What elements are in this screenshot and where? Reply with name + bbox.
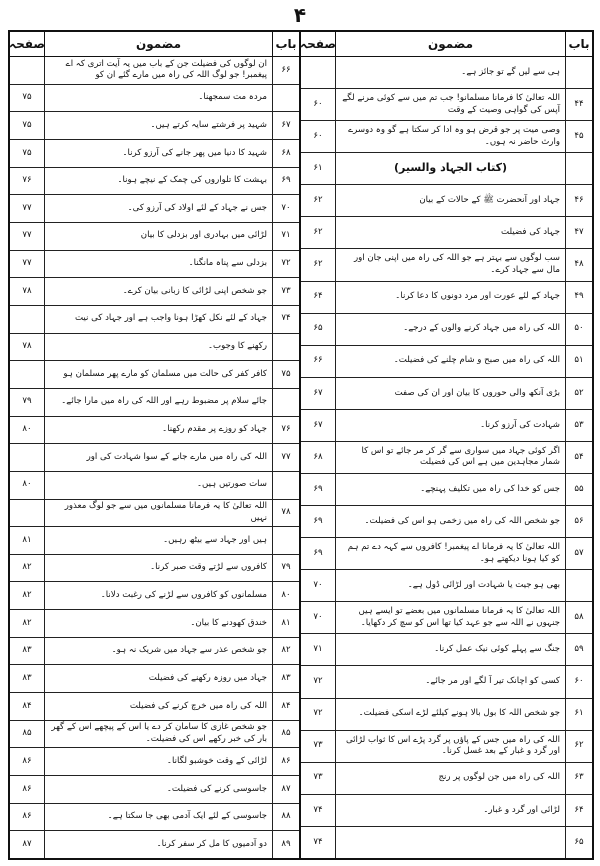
header-chapter: باب bbox=[275, 37, 297, 51]
toc-page-number: ۸۳ bbox=[10, 665, 45, 692]
toc-row bbox=[301, 634, 592, 666]
toc-entry-title: ہی سے لیں گے تو جائز ہے۔ bbox=[336, 57, 566, 88]
toc-page-number: ۶۴ bbox=[301, 282, 336, 313]
toc-row bbox=[301, 795, 592, 827]
toc-page-number: ۸۶ bbox=[10, 804, 45, 831]
toc-page-number: ۶۲ bbox=[301, 249, 336, 280]
toc-row bbox=[10, 721, 299, 749]
toc-entry-title: جاسوسی کے لئے ایک آدمی بھی جا سکتا ہے۔ bbox=[45, 804, 273, 831]
toc-entry-title: رکھنے کا وجوب۔ bbox=[45, 334, 273, 361]
toc-row bbox=[301, 57, 592, 89]
toc-entry-title: ہیں اور جہاد سے بیٹھ رہیں۔ bbox=[45, 527, 273, 554]
toc-row bbox=[10, 112, 299, 140]
toc-entry-title: سب لوگوں سے بہتر ہے جو اللہ کی راہ میں اپنی جان اور مال سے جہاد کرے۔ bbox=[336, 249, 566, 280]
toc-entry-title: اللہ کی راہ میں صبح و شام چلنے کی فضیلت۔ bbox=[336, 346, 566, 377]
toc-page-number: ۷۰ bbox=[301, 570, 336, 601]
toc-entry-title: جہاد میں روزہ رکھنے کی فضیلت bbox=[45, 665, 273, 692]
toc-page-number bbox=[10, 57, 45, 84]
toc-chapter-number: ۶۴ bbox=[574, 804, 584, 815]
toc-row bbox=[301, 827, 592, 858]
toc-row bbox=[301, 442, 592, 474]
toc-entry-title: جو شخص اپنی لڑائی کا زبانی بیان کرے۔ bbox=[45, 278, 273, 305]
toc-entry-title: مردہ مت سمجھنا۔ bbox=[45, 85, 273, 112]
toc-page-number bbox=[10, 444, 45, 471]
toc-entry-title: لڑائی اور گرد و غبار۔ bbox=[336, 795, 566, 826]
toc-chapter-number: ۷۳ bbox=[281, 285, 291, 296]
header-chapter: باب bbox=[568, 37, 590, 51]
toc-row bbox=[10, 85, 299, 113]
header-page: صفحہ bbox=[301, 32, 336, 56]
toc-page-number: ۶۰ bbox=[301, 121, 336, 152]
toc-chapter-number: ۸۰ bbox=[281, 590, 291, 600]
toc-page-number: ۸۴ bbox=[10, 693, 45, 720]
toc-entry-title: شہادت کی آرزو کرنا۔ bbox=[336, 410, 566, 441]
toc-chapter-number: ۷۵ bbox=[281, 368, 291, 379]
toc-entry-title: بھی ہو جیت یا شہادت اور لڑائی ڈول ہے۔ bbox=[336, 570, 566, 601]
header-title: مضمون bbox=[45, 32, 273, 56]
toc-page-number: ۸۷ bbox=[10, 831, 45, 858]
toc-chapter-number bbox=[273, 334, 299, 361]
toc-entry-title: جس کو خدا کی راہ میں تکلیف پہنچے۔ bbox=[336, 474, 566, 505]
toc-chapter-number: ۵۸ bbox=[574, 612, 584, 623]
toc-page-number: ۷۴ bbox=[301, 795, 336, 826]
toc-page-number: ۷۷ bbox=[10, 251, 45, 278]
toc-row bbox=[10, 417, 299, 445]
toc-rows-right bbox=[301, 57, 592, 858]
toc-rows-left bbox=[10, 57, 299, 858]
toc-chapter-number: ۷۰ bbox=[281, 202, 291, 213]
toc-entry-title: دو آدمیوں کا مل کر سفر کرنا۔ bbox=[45, 831, 273, 858]
toc-row bbox=[301, 666, 592, 698]
toc-chapter-number: ۷۹ bbox=[281, 562, 291, 573]
toc-entry-title: جہاد کے لئے نکل کھڑا ہونا واجب ہے اور جہاد کی نیت bbox=[45, 306, 273, 333]
toc-chapter-number: ۷۸ bbox=[281, 507, 291, 518]
toc-row bbox=[10, 57, 299, 85]
toc-page-number bbox=[10, 500, 45, 527]
header-title: مضمون bbox=[336, 32, 566, 56]
toc-entry-title: اللہ کی راہ میں جس کے پاؤں پر گرد پڑے اس کا ثواب لڑائی اور گرد و غبار کے بعد غسل کرنا۔ bbox=[336, 731, 566, 762]
toc-page-number bbox=[10, 306, 45, 333]
toc-row bbox=[10, 223, 299, 251]
toc-chapter-number bbox=[566, 57, 592, 88]
toc-entry-title: جو شخص اللہ کا بول بالا ہونے کیلئے لڑے اسکی فضیلت۔ bbox=[336, 699, 566, 730]
toc-row bbox=[10, 831, 299, 858]
toc-row bbox=[301, 282, 592, 314]
section-heading-row bbox=[301, 153, 592, 185]
toc-row bbox=[10, 804, 299, 832]
toc-entry-title: لڑائی کے وقت خوشبو لگانا۔ bbox=[45, 748, 273, 775]
toc-page-number: ۷۵ bbox=[10, 140, 45, 167]
toc-page-number: ۷۲ bbox=[301, 699, 336, 730]
toc-page-number: ۶۷ bbox=[301, 378, 336, 409]
toc-chapter-number: ۴۴ bbox=[574, 98, 584, 109]
toc-chapter-number bbox=[273, 85, 299, 112]
toc-entry-title: اللہ کی راہ میں مارے جانے کے سوا شہادت کی اور bbox=[45, 444, 273, 471]
toc-entry-title: لڑائی میں بہادری اور بزدلی کا بیان bbox=[45, 223, 273, 250]
toc-row bbox=[301, 538, 592, 570]
toc-entry-title: کسی کو اچانک تیر آ لگے اور مر جائے۔ bbox=[336, 666, 566, 697]
toc-page-number: ۷۸ bbox=[10, 278, 45, 305]
toc-chapter-number: ۷۲ bbox=[281, 258, 291, 269]
toc-chapter-number: ۵۶ bbox=[574, 515, 584, 526]
toc-row bbox=[301, 602, 592, 634]
toc-chapter-number: ۷۱ bbox=[281, 230, 291, 241]
toc-header-right bbox=[301, 32, 592, 57]
header-page: صفحہ bbox=[10, 32, 45, 56]
toc-chapter-number: ۶۹ bbox=[281, 175, 291, 186]
toc-chapter-number: ۶۶ bbox=[281, 64, 291, 75]
toc-row bbox=[301, 731, 592, 763]
toc-chapter-number: ۸۷ bbox=[281, 783, 291, 794]
toc-chapter-number: ۴۸ bbox=[574, 259, 584, 270]
toc-chapter-number: ۵۱ bbox=[574, 355, 584, 366]
toc-entry-title: جہاد کو روزے پر مقدم رکھنا۔ bbox=[45, 417, 273, 444]
toc-entry-title: شہید کا دنیا میں پھر جانے کی آرزو کرنا۔ bbox=[45, 140, 273, 167]
toc-row bbox=[10, 278, 299, 306]
toc-entry-title: جو شخص اللہ کی راہ میں زخمی ہو اس کی فضیلت۔ bbox=[336, 506, 566, 537]
toc-row bbox=[10, 334, 299, 362]
toc-page-number: ۶۲ bbox=[301, 217, 336, 248]
toc-entry-title: جاسوسی کرنے کی فضیلت۔ bbox=[45, 776, 273, 803]
toc-page-number: ۶۹ bbox=[301, 506, 336, 537]
toc-page-number: ۸۱ bbox=[10, 527, 45, 554]
toc-chapter-number: ۶۵ bbox=[574, 836, 584, 847]
toc-page-number: ۷۵ bbox=[10, 85, 45, 112]
toc-entry-title: جو شخص عذر سے جہاد میں شریک نہ ہو۔ bbox=[45, 638, 273, 665]
toc-row bbox=[301, 474, 592, 506]
toc-row bbox=[301, 314, 592, 346]
toc-page-number: ۷۳ bbox=[301, 731, 336, 762]
toc-page-number: ۷۴ bbox=[301, 827, 336, 858]
toc-row bbox=[10, 195, 299, 223]
toc-chapter-number: ۸۳ bbox=[281, 672, 291, 683]
toc-chapter-number: ۶۷ bbox=[281, 119, 291, 130]
toc-chapter-number: ۷۶ bbox=[281, 424, 291, 435]
toc-page-number: ۶۷ bbox=[301, 410, 336, 441]
toc-chapter-number: ۷۴ bbox=[281, 313, 291, 324]
toc-chapter-number: ۶۲ bbox=[574, 740, 584, 751]
toc-entry-title: جو شخص غازی کا سامان کر دے یا اس کے پیچھے اس کے گھر بار کی خبر رکھے اس کی فضیلت۔ bbox=[45, 721, 273, 748]
toc-chapter-number: ۸۸ bbox=[281, 811, 291, 822]
toc-page-number: ۶۱ bbox=[301, 153, 336, 184]
page-number: ۴ bbox=[293, 3, 307, 27]
toc-page-number: ۷۲ bbox=[301, 666, 336, 697]
toc-row bbox=[10, 693, 299, 721]
toc-row bbox=[10, 748, 299, 776]
toc-page-number: ۸۵ bbox=[10, 721, 45, 748]
toc-entry-title: شہید پر فرشتے سایہ کرتے ہیں۔ bbox=[45, 112, 273, 139]
toc-chapter-number: ۷۷ bbox=[281, 451, 291, 462]
toc-entry-title: جائے سلام پر مضبوط رہے اور اللہ کی راہ میں مارا جائے۔ bbox=[45, 389, 273, 416]
toc-right-column bbox=[301, 32, 592, 858]
toc-chapter-number: ۴۷ bbox=[574, 227, 584, 238]
toc-header-left bbox=[10, 32, 299, 57]
toc-row bbox=[10, 527, 299, 555]
toc-row bbox=[10, 776, 299, 804]
toc-page-number: ۸۰ bbox=[10, 417, 45, 444]
toc-row bbox=[301, 570, 592, 602]
toc-row bbox=[10, 500, 299, 528]
toc-row bbox=[10, 361, 299, 389]
toc-page-number: ۶۵ bbox=[301, 314, 336, 345]
toc-entry-title: جہاد کے لئے عورت اور مرد دونوں کا دعا کرنا۔ bbox=[336, 282, 566, 313]
toc-page-number: ۸۶ bbox=[10, 776, 45, 803]
toc-chapter-number: ۵۷ bbox=[574, 547, 584, 558]
toc-page-number: ۷۳ bbox=[301, 763, 336, 794]
toc-entry-title: کافروں سے لڑتے وقت صبر کرنا۔ bbox=[45, 555, 273, 582]
toc-page-number: ۸۶ bbox=[10, 748, 45, 775]
toc-entry-title: اللہ کی راہ میں جن لوگوں پر رنج bbox=[336, 763, 566, 794]
toc-chapter-number: ۸۱ bbox=[281, 617, 291, 628]
toc-chapter-number: ۸۹ bbox=[281, 838, 291, 849]
toc-chapter-number: ۶۳ bbox=[574, 772, 584, 783]
toc-page-number: ۷۵ bbox=[10, 112, 45, 139]
toc-chapter-number: ۶۰ bbox=[574, 676, 584, 687]
toc-entry-title: اللہ کی راہ میں خرچ کرنے کی فضیلت bbox=[45, 693, 273, 720]
toc-page-number: ۷۶ bbox=[10, 168, 45, 195]
toc-chapter-number: ۸۵ bbox=[281, 728, 291, 739]
toc-page-number: ۷۰ bbox=[301, 602, 336, 633]
toc-row bbox=[301, 346, 592, 378]
toc-row bbox=[10, 251, 299, 279]
toc-left-column bbox=[10, 32, 301, 858]
toc-entry-title: اللہ کی راہ میں جہاد کرنے والوں کے درجے۔ bbox=[336, 314, 566, 345]
toc-page-number: ۸۰ bbox=[10, 472, 45, 499]
toc-entry-title: بڑی آنکھ والی حوروں کا بیان اور ان کی صفت bbox=[336, 378, 566, 409]
toc-entry-title: وصی میت پر جو قرض ہو وہ ادا کر سکتا ہے گو وہ دوسرے وارث حاضر نہ ہوں۔ bbox=[336, 121, 566, 152]
toc-page-number: ۸۲ bbox=[10, 610, 45, 637]
toc-entry-title: سات صورتیں ہیں۔ bbox=[45, 472, 273, 499]
toc-page-number: ۶۰ bbox=[301, 89, 336, 120]
toc-row bbox=[10, 638, 299, 666]
toc-entry-title: اللہ تعالیٰ کا یہ فرمانا مسلمانوں میں بعضے تو ایسے ہیں جنہوں نے اللہ سے جو عہد کیا تھا اس کو سچ کر دکھایا۔ bbox=[336, 602, 566, 633]
toc-entry-title: جہاد اور آنحضرت ﷺ کے حالات کے بیان bbox=[336, 185, 566, 216]
toc-entry-title bbox=[336, 827, 566, 858]
toc-page-number: ۶۶ bbox=[301, 346, 336, 377]
toc-row bbox=[301, 378, 592, 410]
toc-row bbox=[10, 444, 299, 472]
toc-row bbox=[10, 582, 299, 610]
toc-chapter-number: ۸۴ bbox=[281, 700, 291, 711]
toc-chapter-number bbox=[273, 527, 299, 554]
toc-row bbox=[10, 665, 299, 693]
toc-page-number: ۷۷ bbox=[10, 223, 45, 250]
toc-chapter-number: ۵۴ bbox=[574, 451, 584, 462]
toc-chapter-number: ۴۵ bbox=[574, 130, 584, 141]
toc-entry-title: خندق کھودنے کا بیان۔ bbox=[45, 610, 273, 637]
toc-entry-title: جہاد کی فضیلت bbox=[336, 217, 566, 248]
toc-row bbox=[10, 389, 299, 417]
toc-chapter-number: ۵۵ bbox=[574, 483, 584, 494]
toc-page-number bbox=[301, 57, 336, 88]
toc-row bbox=[301, 410, 592, 442]
toc-entry-title: کافر کفر کی حالت میں مسلمان کو مارے پھر مسلمان ہو bbox=[45, 361, 273, 388]
toc-entry-title: اللہ تعالیٰ کا یہ فرمانا اے پیغمبر! کافروں سے کہہ دے تم ہم کو کیا ہونا دیکھتے ہو۔ bbox=[336, 538, 566, 569]
toc-page-number: ۷۷ bbox=[10, 195, 45, 222]
toc-row bbox=[10, 306, 299, 334]
toc-chapter-number: ۸۲ bbox=[281, 645, 291, 656]
toc-chapter-number: ۴۹ bbox=[574, 291, 584, 302]
toc-row bbox=[301, 249, 592, 281]
toc-chapter-number: ۴۶ bbox=[574, 195, 584, 206]
toc-entry-title: بہشت کا تلواروں کی چمک کے نیچے ہونا۔ bbox=[45, 168, 273, 195]
toc-row bbox=[10, 472, 299, 500]
toc-chapter-number: ۵۹ bbox=[574, 644, 584, 655]
toc-page-number: ۸۲ bbox=[10, 555, 45, 582]
toc-page-number: ۷۱ bbox=[301, 634, 336, 665]
toc-chapter-number: ۶۸ bbox=[281, 147, 291, 158]
toc-page-number: ۷۸ bbox=[10, 334, 45, 361]
toc-page-number: ۸۳ bbox=[10, 638, 45, 665]
toc-row bbox=[10, 140, 299, 168]
toc-page-number: ۶۲ bbox=[301, 185, 336, 216]
toc-chapter-number bbox=[566, 153, 592, 184]
toc-page-number: ۸۲ bbox=[10, 582, 45, 609]
toc-entry-title: جس نے جہاد کے لئے اولاد کی آرزو کی۔ bbox=[45, 195, 273, 222]
toc-row bbox=[301, 121, 592, 153]
toc-entry-title: اللہ تعالیٰ کا یہ فرمانا مسلمانوں میں سے جو لوگ معذور نہیں bbox=[45, 500, 273, 527]
toc-row bbox=[10, 555, 299, 583]
toc-page-number: ۶۹ bbox=[301, 474, 336, 505]
table-of-contents bbox=[8, 30, 594, 860]
toc-page-number: ۷۹ bbox=[10, 389, 45, 416]
toc-entry-title: مسلمانوں کو کافروں سے لڑنے کی رغبت دلانا۔ bbox=[45, 582, 273, 609]
toc-chapter-number bbox=[273, 472, 299, 499]
toc-entry-title: اللہ تعالیٰ کا فرمانا مسلمانو! جب تم میں سے کوئی مرنے لگے آپس کی گواہی وصیت کے وقت bbox=[336, 89, 566, 120]
toc-chapter-number bbox=[273, 389, 299, 416]
toc-entry-title: جنگ سے پہلے کوئی نیک عمل کرنا۔ bbox=[336, 634, 566, 665]
toc-entry-title: بزدلی سے پناہ مانگنا۔ bbox=[45, 251, 273, 278]
toc-chapter-number bbox=[566, 570, 592, 601]
toc-row bbox=[301, 89, 592, 121]
toc-row bbox=[10, 610, 299, 638]
toc-page-number bbox=[10, 361, 45, 388]
toc-page-number: ۶۸ bbox=[301, 442, 336, 473]
toc-chapter-number: ۸۶ bbox=[281, 755, 291, 766]
toc-page-number: ۶۹ bbox=[301, 538, 336, 569]
toc-row bbox=[10, 168, 299, 196]
toc-chapter-number: ۵۰ bbox=[574, 323, 584, 334]
toc-chapter-number: ۵۳ bbox=[574, 419, 584, 430]
toc-entry-title: (کتاب الجہاد والسیر) bbox=[336, 153, 566, 184]
toc-row bbox=[301, 185, 592, 217]
toc-row bbox=[301, 217, 592, 249]
toc-entry-title: ان لوگوں کی فضیلت جن کے باب میں یہ آیت اتری کہ اے پیغمبر! جو لوگ اللہ کی راہ میں مارے گئے ان کو bbox=[45, 57, 273, 84]
toc-row bbox=[301, 506, 592, 538]
toc-row bbox=[301, 699, 592, 731]
toc-entry-title: اگر کوئی جہاد میں سواری سے گر کر مر جائے تو اس کا شمار مجاہدین میں ہے اس کی فضیلت bbox=[336, 442, 566, 473]
toc-row bbox=[301, 763, 592, 795]
toc-chapter-number: ۶۱ bbox=[574, 708, 584, 719]
toc-chapter-number: ۵۲ bbox=[574, 387, 584, 398]
